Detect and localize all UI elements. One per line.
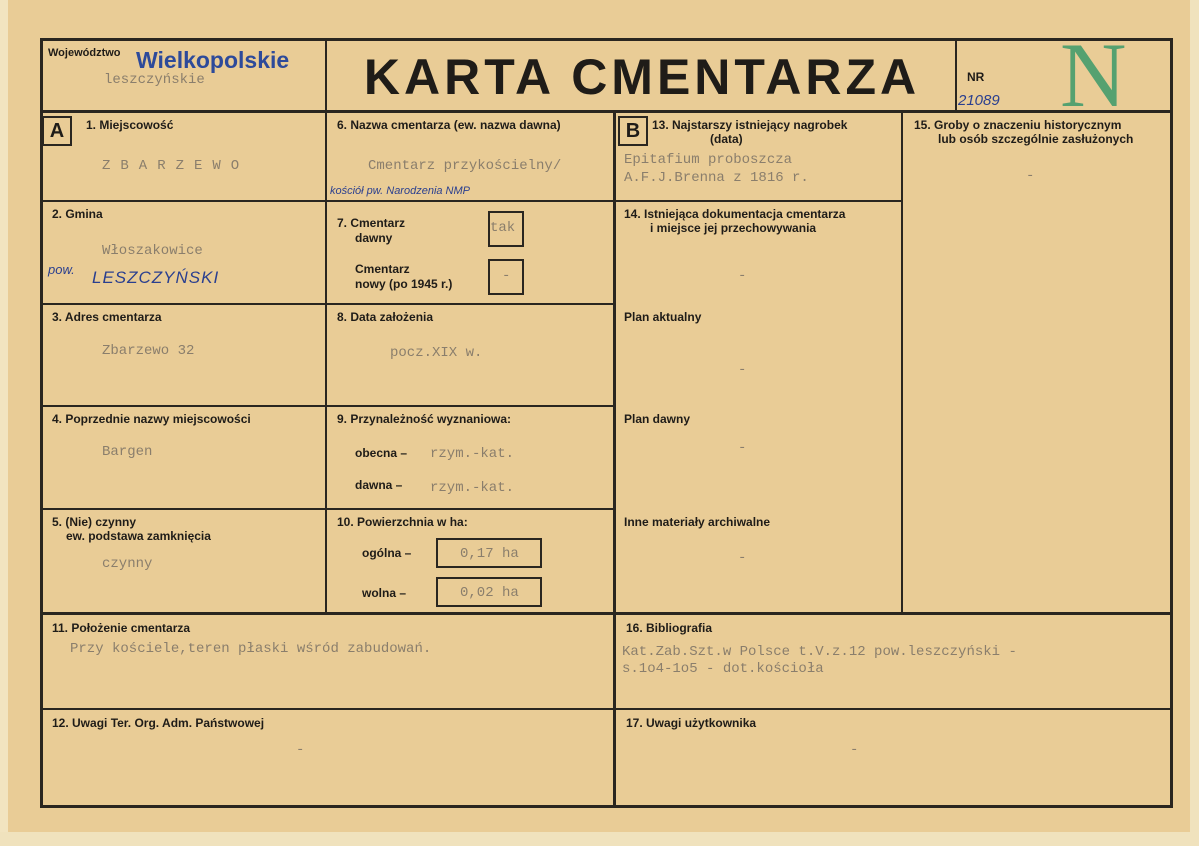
row-6 <box>40 708 1173 710</box>
field-16-label: 16. Bibliografia <box>626 621 713 635</box>
field-17-label: 17. Uwagi użytkownika <box>626 716 757 730</box>
field-12-value: - <box>296 742 305 758</box>
card-right-edge <box>1190 0 1199 846</box>
field-10-ogolna-label: ogólna – <box>362 546 412 560</box>
field-15-label-2: lub osób szczególnie zasłużonych <box>938 132 1134 146</box>
field-17-value: - <box>850 742 859 758</box>
col-b <box>613 110 616 808</box>
field-7-dawny-value: tak <box>490 220 516 236</box>
field-1-label: 1. Miejscowość <box>86 118 174 132</box>
field-4-label: 4. Poprzednie nazwy miejscowości <box>52 412 251 426</box>
field-13-value-2: A.F.J.Brenna z 1816 r. <box>624 170 809 186</box>
field-10-label: 10. Powierzchnia w ha: <box>337 515 468 529</box>
field-2-label: 2. Gmina <box>52 207 103 221</box>
wojewodztwo-stamp: Wielkopolskie <box>136 47 290 73</box>
inne-value: - <box>738 550 747 566</box>
section-b-marker: B <box>618 116 648 146</box>
col-c <box>901 110 903 615</box>
row-2 <box>40 303 616 305</box>
row-3 <box>40 405 616 407</box>
field-11-label: 11. Położenie cmentarza <box>52 621 191 635</box>
field-5-label-2: ew. podstawa zamknięcia <box>66 529 211 543</box>
header-divider <box>40 110 1173 113</box>
wojewodztwo-label: Województwo <box>48 47 121 59</box>
field-9-obecna-label: obecna – <box>355 446 408 460</box>
field-5-value: czynny <box>102 556 153 572</box>
field-8-value: pocz.XIX w. <box>390 345 483 361</box>
header-col-2 <box>955 38 957 113</box>
field-13-label-1: 13. Najstarszy istniejący nagrobek <box>652 118 848 132</box>
field-2-pow-value: LESZCZYŃSKI <box>92 268 220 287</box>
col-a <box>325 110 327 615</box>
header-col-1 <box>325 38 327 113</box>
field-10-wolna-label: wolna – <box>362 586 407 600</box>
field-14-label-1: 14. Istniejąca dokumentacja cmentarza <box>624 207 846 221</box>
card-left-edge <box>0 0 8 846</box>
plan-aktualny-label: Plan aktualny <box>624 310 702 324</box>
field-15-value: - <box>1026 168 1035 184</box>
field-3-label: 3. Adres cmentarza <box>52 310 162 324</box>
plan-dawny-label: Plan dawny <box>624 412 691 426</box>
card-bottom-edge <box>0 832 1199 846</box>
field-7-nowy-value: - <box>502 268 511 284</box>
row-1 <box>40 200 616 202</box>
field-6-label: 6. Nazwa cmentarza (ew. nazwa dawna) <box>337 118 561 132</box>
page-title: KARTA CMENTARZA <box>363 49 921 105</box>
field-9-dawna-label: dawna – <box>355 478 403 492</box>
field-16-value-2: s.1o4-1o5 - dot.kościoła <box>622 661 824 677</box>
section-a-marker: A <box>42 116 72 146</box>
plan-dawny-value: - <box>738 440 747 456</box>
field-3-value: Zbarzewo 32 <box>102 343 195 359</box>
field-6-handwritten: kościół pw. Narodzenia NMP <box>330 185 471 197</box>
row-1b <box>613 200 903 202</box>
field-14-value: - <box>738 268 747 284</box>
field-11-value: Przy kościele,teren płaski wśród zabudowań. <box>70 641 432 657</box>
field-5-label-1: 5. (Nie) czynny <box>52 515 137 529</box>
wojewodztwo-old: leszczyńskie <box>104 72 205 88</box>
frame-top <box>40 38 1173 41</box>
nr-value: 21089 <box>958 92 1000 109</box>
row-5 <box>40 612 1173 615</box>
field-10-wolna-value: 0,02 ha <box>460 585 519 601</box>
field-7-nowy-label-1: Cmentarz <box>355 262 410 276</box>
field-6-value: Cmentarz przykościelny/ <box>368 158 562 174</box>
inne-label: Inne materiały archiwalne <box>624 515 771 529</box>
row-4 <box>40 508 616 510</box>
field-1-value: ZBARZEWO <box>102 158 250 174</box>
field-13-label-2: (data) <box>710 132 743 146</box>
field-7-label-1: 7. Cmentarz <box>337 216 406 230</box>
field-9-obecna-value: rzym.-kat. <box>430 446 515 462</box>
field-12-label: 12. Uwagi Ter. Org. Adm. Państwowej <box>52 716 265 730</box>
plan-aktualny-value: - <box>738 362 747 378</box>
field-2-pow-prefix: pow. <box>48 262 75 277</box>
field-7-nowy-label-2: nowy (po 1945 r.) <box>355 277 453 291</box>
field-15-label-1: 15. Groby o znaczeniu historycznym <box>914 118 1122 132</box>
field-14-label-2: i miejsce jej przechowywania <box>650 221 817 235</box>
frame-left <box>40 38 43 808</box>
nr-label: NR <box>967 70 985 84</box>
frame-bottom <box>40 805 1173 808</box>
field-7-label-2: dawny <box>355 231 393 245</box>
frame-right <box>1170 38 1173 808</box>
field-9-label: 9. Przynależność wyznaniowa: <box>337 412 512 426</box>
stamp-letter: N <box>1060 24 1127 126</box>
field-13-value-1: Epitafium proboszcza <box>624 152 793 168</box>
field-9-dawna-value: rzym.-kat. <box>430 480 515 496</box>
field-2-value: Włoszakowice <box>102 243 203 259</box>
field-16-value-1: Kat.Zab.Szt.w Polsce t.V.z.12 pow.leszczyński - <box>622 644 1017 660</box>
field-10-ogolna-value: 0,17 ha <box>460 546 519 562</box>
field-8-label: 8. Data założenia <box>337 310 434 324</box>
field-4-value: Bargen <box>102 444 153 460</box>
